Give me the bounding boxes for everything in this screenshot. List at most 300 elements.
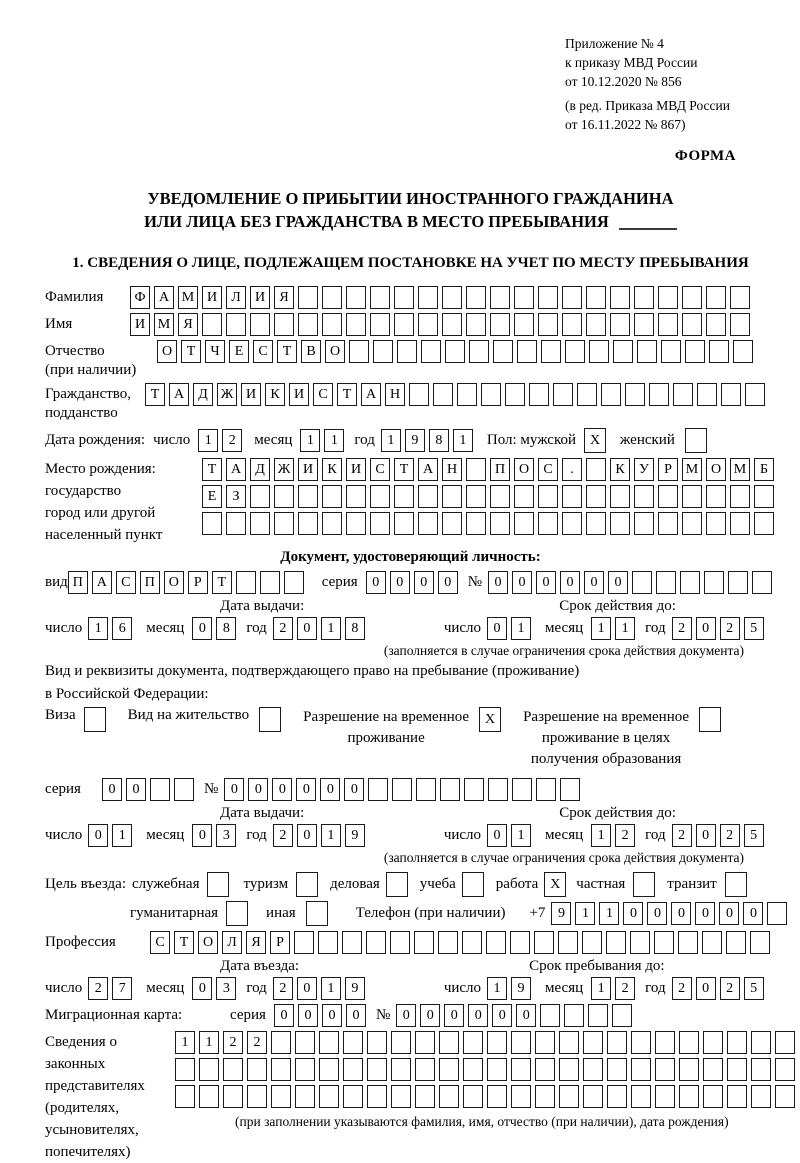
char-cell[interactable] [630,931,650,954]
char-cell[interactable]: И [130,313,150,336]
char-cell[interactable] [199,1058,219,1081]
char-cell[interactable]: 0 [444,1004,464,1027]
char-cell[interactable]: 1 [591,977,611,1000]
char-cell[interactable] [606,931,626,954]
char-cell[interactable]: 1 [112,824,132,847]
char-cell[interactable] [271,1085,291,1108]
char-cell[interactable] [486,931,506,954]
char-cell[interactable] [656,571,676,594]
char-cell[interactable]: Н [385,383,405,406]
char-cell[interactable]: 3 [216,824,236,847]
char-cell[interactable] [226,313,246,336]
char-cell[interactable] [367,1031,387,1054]
char-cell[interactable] [536,778,556,801]
char-cell[interactable] [754,512,774,535]
char-cell[interactable]: 2 [720,977,740,1000]
char-cell[interactable]: 0 [487,824,507,847]
char-cell[interactable] [610,485,630,508]
char-cell[interactable]: С [150,931,170,954]
char-cell[interactable]: И [202,286,222,309]
char-cell[interactable] [682,286,702,309]
char-cell[interactable] [565,340,585,363]
char-cell[interactable] [487,1031,507,1054]
char-cell[interactable] [250,313,270,336]
char-cell[interactable] [637,340,657,363]
char-cell[interactable] [463,1085,483,1108]
visa-checkbox[interactable] [84,707,106,732]
char-cell[interactable] [727,1085,747,1108]
char-cell[interactable] [490,286,510,309]
char-cell[interactable]: 0 [224,778,244,801]
char-cell[interactable] [343,1085,363,1108]
char-cell[interactable] [440,778,460,801]
char-cell[interactable] [236,571,256,594]
char-cell[interactable] [342,931,362,954]
char-cell[interactable]: В [301,340,321,363]
char-cell[interactable]: 2 [273,824,293,847]
char-cell[interactable] [202,512,222,535]
char-cell[interactable]: 1 [591,617,611,640]
char-cell[interactable]: 1 [381,429,401,452]
char-cell[interactable]: 2 [720,824,740,847]
char-cell[interactable] [541,340,561,363]
char-cell[interactable] [562,313,582,336]
temp-residence-edu-checkbox[interactable] [699,707,721,732]
char-cell[interactable] [517,340,537,363]
char-cell[interactable] [649,383,669,406]
char-cell[interactable] [442,313,462,336]
char-cell[interactable]: Е [229,340,249,363]
char-cell[interactable]: Т [394,458,414,481]
char-cell[interactable]: Т [277,340,297,363]
char-cell[interactable] [610,286,630,309]
char-cell[interactable]: С [538,458,558,481]
char-cell[interactable] [457,383,477,406]
char-cell[interactable] [538,286,558,309]
char-cell[interactable] [658,313,678,336]
char-cell[interactable] [260,571,280,594]
char-cell[interactable] [466,512,486,535]
char-cell[interactable] [346,286,366,309]
char-cell[interactable]: 0 [488,571,508,594]
purpose-other-checkbox[interactable] [306,901,328,926]
char-cell[interactable] [697,383,717,406]
char-cell[interactable] [661,340,681,363]
char-cell[interactable] [298,286,318,309]
char-cell[interactable]: Р [270,931,290,954]
char-cell[interactable] [466,485,486,508]
char-cell[interactable] [346,485,366,508]
char-cell[interactable]: П [490,458,510,481]
char-cell[interactable]: 2 [720,617,740,640]
char-cell[interactable] [295,1085,315,1108]
char-cell[interactable]: Т [212,571,232,594]
char-cell[interactable]: Т [145,383,165,406]
char-cell[interactable]: И [346,458,366,481]
char-cell[interactable] [607,1058,627,1081]
char-cell[interactable]: Д [193,383,213,406]
char-cell[interactable] [319,1058,339,1081]
char-cell[interactable]: 0 [296,778,316,801]
char-cell[interactable]: 0 [468,1004,488,1027]
char-cell[interactable]: 1 [88,617,108,640]
char-cell[interactable] [322,485,342,508]
char-cell[interactable]: А [418,458,438,481]
char-cell[interactable] [559,1031,579,1054]
char-cell[interactable] [271,1031,291,1054]
char-cell[interactable] [295,1058,315,1081]
char-cell[interactable]: К [265,383,285,406]
char-cell[interactable] [634,313,654,336]
char-cell[interactable]: 0 [492,1004,512,1027]
char-cell[interactable] [752,571,772,594]
char-cell[interactable]: С [313,383,333,406]
char-cell[interactable] [391,1085,411,1108]
char-cell[interactable] [751,1058,771,1081]
char-cell[interactable] [586,485,606,508]
char-cell[interactable] [586,313,606,336]
purpose-humanitarian-checkbox[interactable] [226,901,248,926]
char-cell[interactable]: О [325,340,345,363]
char-cell[interactable] [394,512,414,535]
char-cell[interactable] [463,1058,483,1081]
char-cell[interactable]: 3 [216,977,236,1000]
char-cell[interactable]: Н [442,458,462,481]
char-cell[interactable] [514,313,534,336]
char-cell[interactable]: 5 [744,977,764,1000]
char-cell[interactable] [370,485,390,508]
char-cell[interactable]: И [250,286,270,309]
char-cell[interactable] [490,485,510,508]
char-cell[interactable]: Р [188,571,208,594]
char-cell[interactable] [226,512,246,535]
char-cell[interactable]: 6 [112,617,132,640]
char-cell[interactable]: 2 [615,977,635,1000]
char-cell[interactable] [421,340,441,363]
char-cell[interactable]: 8 [216,617,236,640]
char-cell[interactable] [612,1004,632,1027]
char-cell[interactable] [366,931,386,954]
char-cell[interactable] [730,485,750,508]
char-cell[interactable]: 0 [344,778,364,801]
char-cell[interactable] [655,1085,675,1108]
char-cell[interactable] [439,1031,459,1054]
char-cell[interactable] [658,485,678,508]
char-cell[interactable]: 0 [396,1004,416,1027]
char-cell[interactable] [775,1058,795,1081]
char-cell[interactable] [658,286,678,309]
char-cell[interactable] [631,1058,651,1081]
char-cell[interactable]: М [154,313,174,336]
char-cell[interactable] [202,313,222,336]
char-cell[interactable] [346,313,366,336]
char-cell[interactable] [488,778,508,801]
char-cell[interactable] [750,931,770,954]
char-cell[interactable]: 1 [599,902,619,925]
char-cell[interactable] [682,512,702,535]
char-cell[interactable]: 2 [273,977,293,1000]
char-cell[interactable]: 0 [695,902,715,925]
char-cell[interactable]: М [682,458,702,481]
char-cell[interactable] [415,1031,435,1054]
char-cell[interactable]: 2 [672,617,692,640]
char-cell[interactable]: 1 [575,902,595,925]
char-cell[interactable] [514,286,534,309]
char-cell[interactable] [223,1058,243,1081]
char-cell[interactable]: 9 [551,902,571,925]
char-cell[interactable] [538,512,558,535]
char-cell[interactable]: Р [658,458,678,481]
char-cell[interactable] [577,383,597,406]
char-cell[interactable] [373,340,393,363]
char-cell[interactable]: 1 [199,1031,219,1054]
char-cell[interactable] [775,1085,795,1108]
char-cell[interactable]: 0 [248,778,268,801]
char-cell[interactable] [391,1031,411,1054]
char-cell[interactable] [540,1004,560,1027]
char-cell[interactable]: 0 [297,824,317,847]
char-cell[interactable] [223,1085,243,1108]
char-cell[interactable]: 0 [584,571,604,594]
char-cell[interactable]: О [198,931,218,954]
char-cell[interactable]: 0 [274,1004,294,1027]
char-cell[interactable] [466,286,486,309]
char-cell[interactable]: 9 [345,977,365,1000]
char-cell[interactable]: Т [181,340,201,363]
char-cell[interactable] [601,383,621,406]
char-cell[interactable]: М [178,286,198,309]
char-cell[interactable] [349,340,369,363]
char-cell[interactable]: 1 [324,429,344,452]
char-cell[interactable] [682,313,702,336]
char-cell[interactable]: 1 [615,617,635,640]
char-cell[interactable] [655,1031,675,1054]
purpose-private-checkbox[interactable] [633,872,655,897]
char-cell[interactable] [730,512,750,535]
purpose-business-checkbox[interactable] [386,872,408,897]
char-cell[interactable] [463,1031,483,1054]
char-cell[interactable]: 0 [192,617,212,640]
char-cell[interactable]: 0 [647,902,667,925]
char-cell[interactable] [562,286,582,309]
char-cell[interactable]: 9 [345,824,365,847]
char-cell[interactable] [505,383,525,406]
char-cell[interactable] [679,1058,699,1081]
char-cell[interactable]: 0 [192,824,212,847]
char-cell[interactable]: 1 [487,977,507,1000]
char-cell[interactable] [510,931,530,954]
char-cell[interactable] [433,383,453,406]
char-cell[interactable]: 0 [346,1004,366,1027]
char-cell[interactable] [702,931,722,954]
char-cell[interactable]: 7 [112,977,132,1000]
char-cell[interactable] [679,1085,699,1108]
char-cell[interactable] [274,313,294,336]
char-cell[interactable]: 0 [560,571,580,594]
char-cell[interactable]: И [289,383,309,406]
char-cell[interactable] [319,1031,339,1054]
char-cell[interactable]: 2 [672,977,692,1000]
char-cell[interactable]: 0 [192,977,212,1000]
char-cell[interactable] [682,485,702,508]
char-cell[interactable]: Ф [130,286,150,309]
char-cell[interactable] [418,286,438,309]
char-cell[interactable] [322,286,342,309]
char-cell[interactable]: 8 [345,617,365,640]
char-cell[interactable] [487,1058,507,1081]
residence-permit-checkbox[interactable] [259,707,281,732]
char-cell[interactable]: П [140,571,160,594]
char-cell[interactable] [703,1058,723,1081]
char-cell[interactable]: Д [250,458,270,481]
char-cell[interactable] [370,313,390,336]
char-cell[interactable]: 0 [322,1004,342,1027]
char-cell[interactable] [559,1085,579,1108]
char-cell[interactable] [511,1085,531,1108]
char-cell[interactable]: Я [246,931,266,954]
char-cell[interactable] [751,1031,771,1054]
char-cell[interactable]: 0 [487,617,507,640]
char-cell[interactable] [247,1058,267,1081]
char-cell[interactable] [442,512,462,535]
char-cell[interactable]: 9 [511,977,531,1000]
char-cell[interactable]: 1 [321,617,341,640]
char-cell[interactable] [529,383,549,406]
char-cell[interactable]: 5 [744,824,764,847]
char-cell[interactable] [319,1085,339,1108]
purpose-work-checkbox[interactable]: X [544,872,566,897]
char-cell[interactable] [464,778,484,801]
char-cell[interactable]: 0 [512,571,532,594]
char-cell[interactable] [271,1058,291,1081]
char-cell[interactable] [583,1031,603,1054]
char-cell[interactable]: 2 [273,617,293,640]
char-cell[interactable] [767,902,787,925]
char-cell[interactable] [610,313,630,336]
char-cell[interactable] [655,1058,675,1081]
char-cell[interactable]: 0 [516,1004,536,1027]
char-cell[interactable] [418,512,438,535]
char-cell[interactable] [680,571,700,594]
char-cell[interactable]: 0 [623,902,643,925]
char-cell[interactable]: 1 [511,617,531,640]
char-cell[interactable] [367,1085,387,1108]
char-cell[interactable] [775,1031,795,1054]
char-cell[interactable] [346,512,366,535]
char-cell[interactable]: Ж [217,383,237,406]
char-cell[interactable] [631,1085,651,1108]
char-cell[interactable] [414,931,434,954]
char-cell[interactable] [535,1031,555,1054]
char-cell[interactable] [322,512,342,535]
char-cell[interactable] [445,340,465,363]
char-cell[interactable]: 2 [222,429,242,452]
char-cell[interactable] [442,485,462,508]
char-cell[interactable] [582,931,602,954]
char-cell[interactable] [250,485,270,508]
char-cell[interactable] [409,383,429,406]
char-cell[interactable] [560,778,580,801]
char-cell[interactable] [634,485,654,508]
char-cell[interactable] [199,1085,219,1108]
char-cell[interactable] [706,512,726,535]
char-cell[interactable] [416,778,436,801]
char-cell[interactable] [564,1004,584,1027]
char-cell[interactable] [175,1058,195,1081]
char-cell[interactable]: С [370,458,390,481]
purpose-study-checkbox[interactable] [462,872,484,897]
char-cell[interactable]: 0 [320,778,340,801]
char-cell[interactable] [368,778,388,801]
char-cell[interactable]: 0 [696,824,716,847]
char-cell[interactable] [727,1058,747,1081]
char-cell[interactable] [730,313,750,336]
char-cell[interactable]: 0 [671,902,691,925]
char-cell[interactable]: 1 [453,429,473,452]
char-cell[interactable] [658,512,678,535]
char-cell[interactable]: А [361,383,381,406]
char-cell[interactable] [553,383,573,406]
char-cell[interactable]: 0 [536,571,556,594]
char-cell[interactable] [439,1058,459,1081]
char-cell[interactable]: 0 [743,902,763,925]
char-cell[interactable] [728,571,748,594]
char-cell[interactable]: О [164,571,184,594]
char-cell[interactable] [730,286,750,309]
char-cell[interactable]: К [322,458,342,481]
char-cell[interactable]: О [706,458,726,481]
char-cell[interactable] [438,931,458,954]
char-cell[interactable] [274,512,294,535]
char-cell[interactable]: Ж [274,458,294,481]
char-cell[interactable]: Л [226,286,246,309]
char-cell[interactable] [726,931,746,954]
char-cell[interactable] [274,485,294,508]
char-cell[interactable] [415,1085,435,1108]
char-cell[interactable] [462,931,482,954]
char-cell[interactable] [586,286,606,309]
char-cell[interactable] [754,485,774,508]
temp-residence-checkbox[interactable]: X [479,707,501,732]
char-cell[interactable] [631,1031,651,1054]
char-cell[interactable] [490,512,510,535]
char-cell[interactable]: 1 [321,977,341,1000]
char-cell[interactable] [284,571,304,594]
char-cell[interactable] [632,571,652,594]
char-cell[interactable]: 9 [405,429,425,452]
char-cell[interactable] [535,1058,555,1081]
char-cell[interactable] [295,1031,315,1054]
char-cell[interactable] [390,931,410,954]
char-cell[interactable] [150,778,170,801]
char-cell[interactable]: А [169,383,189,406]
char-cell[interactable]: 2 [247,1031,267,1054]
purpose-official-checkbox[interactable] [207,872,229,897]
char-cell[interactable] [397,340,417,363]
char-cell[interactable]: 0 [88,824,108,847]
char-cell[interactable]: Т [174,931,194,954]
char-cell[interactable] [721,383,741,406]
char-cell[interactable]: 2 [672,824,692,847]
char-cell[interactable] [562,485,582,508]
char-cell[interactable] [610,512,630,535]
char-cell[interactable] [535,1085,555,1108]
char-cell[interactable] [370,286,390,309]
char-cell[interactable]: Б [754,458,774,481]
char-cell[interactable] [538,313,558,336]
char-cell[interactable] [394,485,414,508]
char-cell[interactable] [174,778,194,801]
